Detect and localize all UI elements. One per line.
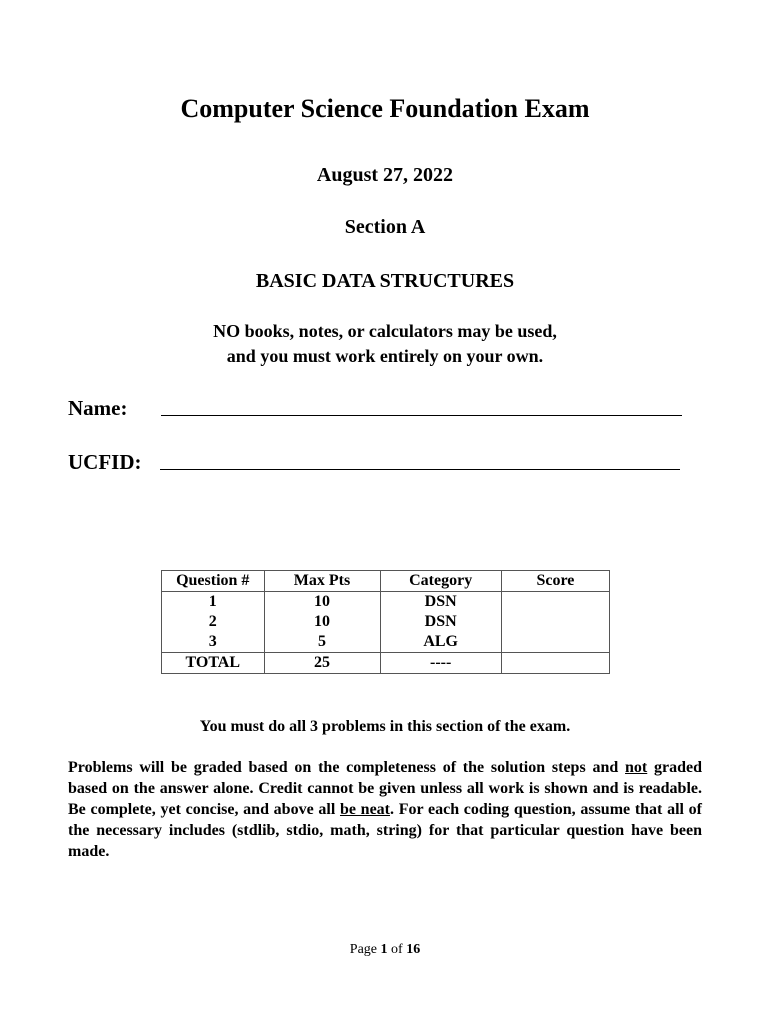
- category: DSN: [380, 592, 501, 613]
- total-category: ----: [380, 653, 501, 674]
- max-pts: 10: [264, 592, 380, 613]
- instructions-underline-be-neat: be neat: [339, 801, 391, 818]
- category: DSN: [380, 612, 501, 632]
- question-number: 1: [162, 592, 265, 613]
- table-row: [162, 592, 610, 613]
- exam-section: Section A: [344, 216, 426, 238]
- exam-title: Computer Science Foundation Exam: [180, 94, 590, 123]
- header-max-pts: Max Pts: [264, 571, 380, 592]
- score-cell[interactable]: [501, 592, 609, 613]
- total-score-cell[interactable]: [501, 653, 609, 674]
- exam-topic: BASIC DATA STRUCTURES: [255, 270, 515, 292]
- header-score: Score: [501, 571, 609, 592]
- table-row: [162, 612, 610, 632]
- instructions-text-2: graded based on the answer alone. Credit cannot be given unless all work is shown and is readable. Be complete, yet concise, and above all: [68, 759, 703, 818]
- page-footer: [0, 942, 770, 958]
- exam-rule-line-1: NO books, notes, or calculators may be used,: [213, 321, 557, 341]
- question-number: 3: [162, 632, 265, 653]
- ucfid-field-line[interactable]: [160, 469, 680, 470]
- table-row: [162, 632, 610, 653]
- header-category: Category: [380, 571, 501, 592]
- category: ALG: [380, 632, 501, 653]
- name-label: Name:: [68, 396, 128, 420]
- footer-page-total: 16: [406, 942, 421, 957]
- score-cell[interactable]: [501, 612, 609, 632]
- grading-instructions: [68, 757, 702, 862]
- table-total-row: [162, 653, 610, 674]
- header-question: Question #: [162, 571, 265, 592]
- exam-date: August 27, 2022: [316, 164, 454, 186]
- score-cell[interactable]: [501, 632, 609, 653]
- exam-rule-line-2: and you must work entirely on your own.: [226, 346, 544, 366]
- max-pts: 5: [264, 632, 380, 653]
- instructions-text-1: Problems will be graded based on the completeness of the solution steps and: [68, 759, 626, 776]
- instructions-text-3: . For each coding question, assume that all of the necessary includes (stdlib, stdio, math, string) for that particular question have been made.: [68, 801, 702, 860]
- score-table: [161, 570, 610, 674]
- footer-of-word: of: [391, 942, 403, 957]
- score-table-header: [162, 571, 610, 592]
- must-do-notice: You must do all 3 problems in this section of the exam.: [199, 718, 571, 735]
- question-number: 2: [162, 612, 265, 632]
- instructions-underline-not: not: [625, 759, 648, 776]
- ucfid-label: UCFID:: [68, 450, 142, 474]
- footer-page-word: Page: [349, 942, 378, 957]
- total-label: TOTAL: [162, 653, 265, 674]
- footer-page-number: 1: [380, 942, 388, 957]
- name-field-line[interactable]: [161, 415, 682, 416]
- max-pts: 10: [264, 612, 380, 632]
- total-max-pts: 25: [264, 653, 380, 674]
